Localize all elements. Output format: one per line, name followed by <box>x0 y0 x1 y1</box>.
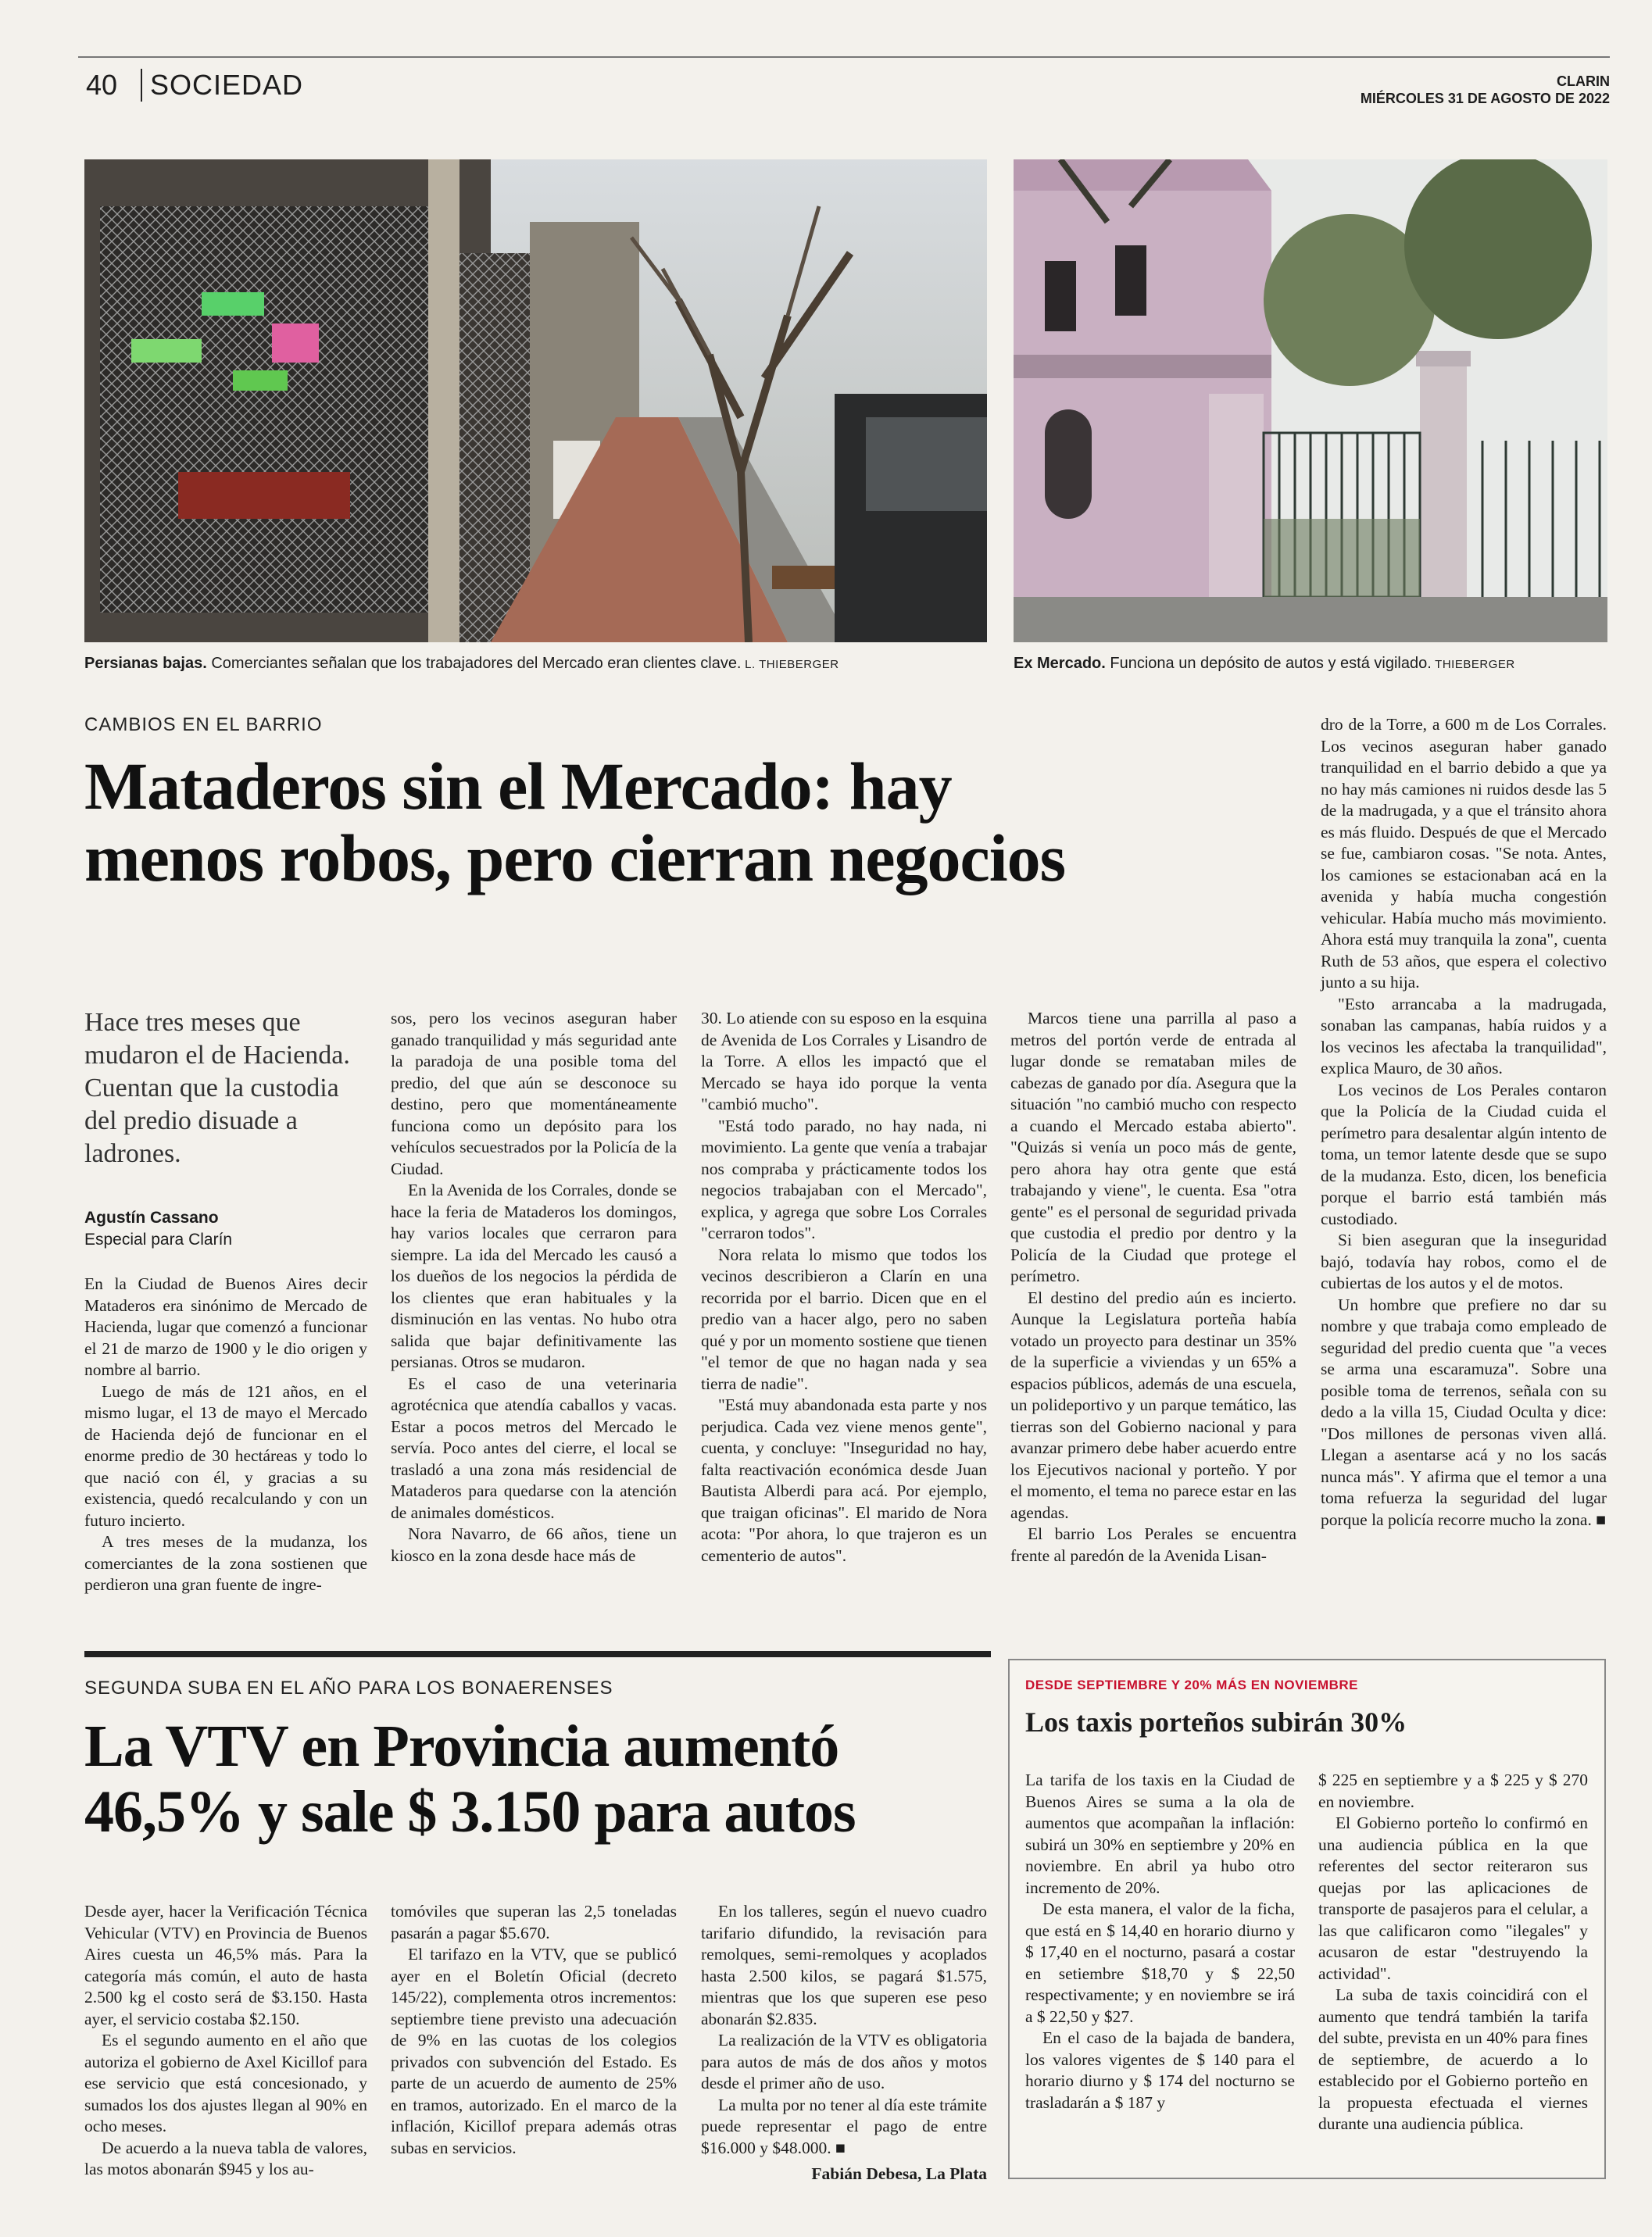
article2-headline <box>84 1713 991 1845</box>
article1-c2-p4: Nora Navarro, de 66 años, tiene un kiosco en la zona desde hace más de <box>391 1524 677 1565</box>
photo2-caption-lead: Ex Mercado. <box>1014 655 1106 672</box>
article1-c3-p1: 30. Lo atiende con su esposo en la esquina de Avenida de Los Corrales y Lisandro de la Torre. A ellos les impactó que el Mercado se haya ido porque la venta "cambió mucho". <box>701 1009 988 1113</box>
article1-author-role: Especial para Clarín <box>84 1231 233 1249</box>
photo2-caption <box>1014 653 1607 675</box>
taxi-c1-p1: La tarifa de los taxis en la Ciudad de Buenos Aires se suma a la ola de aumentos que acompañan la inflación: subirá un 30% en septiembre y 20% en noviembre. En abril ya hubo otro incremento de 20%. <box>1025 1771 1295 1897</box>
article1-c1-p2: Luego de más de 121 años, en el mismo lugar, el 13 de mayo el Mercado de Hacienda dejó de funcionar en el enorme predio de 30 hectáreas y todo lo que nació con él, y gracias a su existencia, quedó recalculando y con un futuro incierto. <box>84 1381 367 1530</box>
article2-c1-p1: Desde ayer, hacer la Verificación Técnica Vehicular (VTV) en Provincia de Buenos Aires cuesta un 46,5% más. Para la categoría más común, el auto de hasta 2.500 kg el costo será de $3.150. Hasta ayer, el servicio costaba $2.150. <box>84 1902 367 2028</box>
article1-column-1 <box>84 1274 367 1596</box>
article2-c1-p2: Es el segundo aumento en el año que autoriza el gobierno de Axel Kicillof para ese servicio que está concesionado, y sumados los dos ajustes llegan al 90% en ocho meses. <box>84 2031 367 2135</box>
article1-headline-line2: menos robos, pero cierran negocios <box>84 820 1066 895</box>
taxi-c1-p3: En el caso de la bajada de bandera, los valores vigentes de $ 140 para el horario diurno y $ 174 del nocturno se trasladarán a $ 187 y <box>1025 2028 1295 2112</box>
article2-c2-p1: tomóviles que superan las 2,5 toneladas pasarán a pagar $5.670. <box>391 1902 677 1942</box>
article1-c2-p3: Es el caso de una veterinaria agrotécnica que atendía caballos y vacas. Estar a pocos metros del Mercado le servía. Poco antes del cierre, el local se trasladó a una zona más residencial de Mataderos para quedarse con la atención de animales domésticos. <box>391 1374 677 1522</box>
article1-c4-p2: El destino del predio aún es incierto. Aunque la Legislatura porteña había votado un proyecto para destinar un 35% de la superficie a viviendas y un 65% a espacios públicos, además de una escuela, un polideportivo y un parque temático, las tierras son del Gobierno nacional y para avanzar primero debe haber acuerdo entre los Ejecutivos nacional y porteño. Y por el momento, el tema no parece estar en las agendas. <box>1010 1288 1296 1522</box>
article1-c3-p4: "Está muy abandonada esta parte y nos perjudica. Cada vez viene menos gente", cuenta, y concluye: "Inseguridad no hay, falta reactivación económica desde Juan Bautista Alberdi para acá. Por ejemplo, que traigan oficinas". El marido de Nora acota: "Por ahora, lo que trajeron es un cementerio de autos". <box>701 1395 987 1565</box>
article1-c1-p3: A tres meses de la mudanza, los comerciantes de la zona sostienen que perdieron una gran fuente de ingre- <box>84 1532 367 1594</box>
article2-column-3 <box>701 1901 987 2185</box>
article2-c1-p3: De acuerdo a la nueva tabla de valores, las motos abonarán $945 y los au- <box>84 2138 367 2178</box>
taxi-c1-p2: De esta manera, el valor de la ficha, que está en $ 14,40 en horario diurno y $ 17,40 en el nocturno, pasará a costar en setiembre $18,70 y $ 22,50 respectivamente; y en noviembre se irá a $ 22,50 y $27. <box>1025 1899 1295 2026</box>
article2-c3-p1: En los talleres, según el nuevo cuadro tarifario difundido, la revisación para remolques, semi-remolques y acoplados hasta 2.500 kilos, se pagará $1.575, mientras que los que superen ese peso abonarán $2.835. <box>701 1902 987 2028</box>
taxi-sidebar-box <box>1008 1659 1606 2179</box>
taxi-c2-p1: $ 225 en septiembre y a $ 225 y $ 270 en noviembre. <box>1318 1771 1588 1811</box>
article1-c5-p1: dro de la Torre, a 600 m de Los Corrales. Los vecinos aseguran haber ganado tranquilidad en el barrio debido a que ya no hay más camiones ni ruidos desde las 5 de la madrugada, y a que el tránsito ahora es más fluido. Después de que el Mercado se fue, cambiaron cosas. "Se nota. Antes, los camiones se estacionaban acá en la avenida y había mucha congestión vehicular. Había mucho más movimiento. Ahora está muy tranquila la zona", cuenta Ruth de 53 años, que espera el colectivo junto a su hija. <box>1321 715 1607 992</box>
photo1-caption-lead: Persianas bajas. <box>84 655 207 672</box>
article1-headline <box>84 750 1303 894</box>
taxi-title: Los taxis porteños subirán 30% <box>1025 1706 1407 1738</box>
article2-column-2 <box>391 1901 677 2159</box>
photo1-caption <box>84 653 987 675</box>
photo2-caption-text: Funciona un depósito de autos y está vigilado. <box>1105 655 1432 672</box>
article2-c3-p3: La multa por no tener al día este trámite puede representar el pago de entre $16.000 y $48.000. ■ <box>701 2095 987 2157</box>
article1-kicker: CAMBIOS EN EL BARRIO <box>84 714 323 735</box>
article2-top-rule <box>84 1651 991 1657</box>
article2-c2-p2: El tarifazo en la VTV, que se publicó ayer en el Boletín Oficial (decreto 145/22), complementa otros incrementos: septiembre tiene previsto una adecuación de 9% en las cuotas de los colegios privados con subvención del Estado. Es parte de un acuerdo de aumento de 25% en tramos, autorizado. En el marco de la inflación, Kicillof prepara además otras subas en servicios. <box>391 1945 677 2157</box>
taxi-kicker: DESDE SEPTIEMBRE Y 20% MÁS EN NOVIEMBRE <box>1025 1678 1359 1692</box>
taxi-column-2 <box>1318 1770 1588 2135</box>
photo-ex-market <box>1014 159 1607 642</box>
article1-c4-p3: El barrio Los Perales se encuentra frente al paredón de la Avenida Lisan- <box>1010 1524 1296 1565</box>
article1-c5-p2: "Esto arrancaba a la madrugada, sonaban las campanas, había ruidos y a los vecinos les afectaba la tranquilidad", explica Mauro, de 30 años. <box>1321 994 1607 1077</box>
article1-c4-p1: Marcos tiene una parrilla al paso a metros del portón verde de entrada al lugar donde se remataban miles de cabezas de ganado por día. Asegura que la situación "no cambió mucho con respecto a cuando el Mercado estaba abierto". "Quizás si venía un poco más de gente, pero ahora hay otra gente que está trabajando y viene", le cuenta. Esa "otra gente" es el personal de seguridad privada que custodia el predio por dentro y la Policía de la Ciudad que protege el perímetro. <box>1010 1009 1296 1285</box>
article1-c2-p1: sos, pero los vecinos aseguran haber ganado tranquilidad y más seguridad ante la paradoja de una posible toma del predio, del que aún se desconoce su destino, pero que momentáneamente funciona como un depósito para los vehículos secuestrados por la Policía de la Ciudad. <box>391 1009 677 1178</box>
page-header <box>78 56 1610 111</box>
issue-date: MIÉRCOLES 31 DE AGOSTO DE 2022 <box>1360 91 1610 106</box>
article1-column-5 <box>1321 714 1607 1531</box>
page-number: 40 <box>86 69 118 101</box>
article1-c3-p2: "Está todo parado, no hay nada, ni movimiento. La gente que venía a trabajar nos compraba y prácticamente todos los negocios trabajaban con el Mercado", explica, y agrega que sobre Los Corrales "cerraron todos". <box>701 1116 987 1242</box>
article1-byline <box>84 1207 366 1251</box>
article1-headline-line1: Mataderos sin el Mercado: hay <box>84 749 952 824</box>
article1-c1-p1: En la Ciudad de Buenos Aires decir Mataderos era sinónimo de Mercado de Hacienda, lugar que comenzó a funcionar el 21 de marzo de 1900 y le dio origen y nombre al barrio. <box>84 1274 367 1379</box>
article1-author: Agustín Cassano <box>84 1209 219 1227</box>
article1-c5-p4: Si bien aseguran que la inseguridad bajó, todavía hay robos, como el de cubiertas de los autos y el de motos. <box>1321 1231 1607 1292</box>
photo-closed-storefronts <box>84 159 987 642</box>
article2-column-1 <box>84 1901 367 2181</box>
article1-column-4 <box>1010 1008 1296 1567</box>
photo1-credit: L. THIEBERGER <box>741 658 839 671</box>
article2-c3-p2: La realización de la VTV es obligatoria para autos de más de dos años y motos desde el primer año de uso. <box>701 2031 987 2092</box>
storefront-illustration <box>84 159 987 642</box>
photo1-caption-text: Comerciantes señalan que los trabajadores del Mercado eran clientes clave. <box>206 655 742 672</box>
article2-headline-line1: La VTV en Provincia aumentó <box>84 1713 839 1779</box>
taxi-column-1 <box>1025 1770 1295 2114</box>
article2-headline-line2: 46,5% y sale $ 3.150 para autos <box>84 1779 856 1845</box>
article1-column-3 <box>701 1008 987 1567</box>
ex-market-illustration <box>1014 159 1607 642</box>
article1-c5-p5: Un hombre que prefiere no dar su nombre y que trabaja como empleado de seguridad del predio cuenta que "a veces se arma una escaramuza". Sobre una posible toma de terrenos, señala con su dedo a la villa 15, Ciudad Oculta y dice: "Dos millones de personas viven allá. Llegan a asentarse acá y no los sacás nunca más". Y afirma que el temor a una toma refuerza la seguridad del lugar porque la policía recorre mucho la zona. ■ <box>1321 1295 1607 1529</box>
taxi-c2-p3: La suba de taxis coincidirá con el aumento que tendrá también la tarifa del subte, prevista en un 40% para fines de septiembre, de acuerdo a lo establecido por el Gobierno porteño en la propuesta efectuada el viernes durante una audiencia pública. <box>1318 1985 1588 2133</box>
taxi-c2-p2: El Gobierno porteño lo confirmó en una audiencia pública en la que referentes del sector reiteraron sus quejas por las aplicaciones de transporte de pasajeros para el celular, a las que calificaron como "ilegales" y acusaron de estar "destruyendo la actividad". <box>1318 1814 1588 1983</box>
article1-column-2 <box>391 1008 677 1567</box>
photo2-credit: THIEBERGER <box>1431 658 1515 671</box>
article1-c2-p2: En la Avenida de los Corrales, donde se hace la feria de Mataderos los domingos, hay varios locales que cerraron para siempre. La ida del Mercado les causó a los dueños de los negocios la pérdida de los clientes que eran habituales y la disminución en las ventas. No hubo otra salida que bajar definitivamente las persianas. Otros se mudaron. <box>391 1181 677 1371</box>
newspaper-name: CLARIN <box>1557 73 1610 89</box>
article1-deck: Hace tres meses que mudaron el de Hacienda. Cuentan que la custodia del predio disuade a ladrones. <box>84 1008 350 1168</box>
article2-author: Fabián Debesa, La Plata <box>811 2164 987 2183</box>
article1-c5-p3: Los vecinos de Los Perales contaron que la Policía de la Ciudad cuida el perímetro para desalentar algún intento de toma, un temor latente desde que se supo de la mudanza. Esto, dicen, los beneficia porque el barrio está también más custodiado. <box>1321 1080 1607 1228</box>
section-name: SOCIEDAD <box>141 69 303 102</box>
article2-kicker: SEGUNDA SUBA EN EL AÑO PARA LOS BONAERENSES <box>84 1678 613 1699</box>
article1-c3-p3: Nora relata lo mismo que todos los vecinos describieron a Clarín en una recorrida por el barrio. Dicen que en el predio van a hacer algo, pero no saben qué y por un momento sostiene que tienen "el temor de que no hagan nada y sea tierra de nadie". <box>701 1245 987 1393</box>
